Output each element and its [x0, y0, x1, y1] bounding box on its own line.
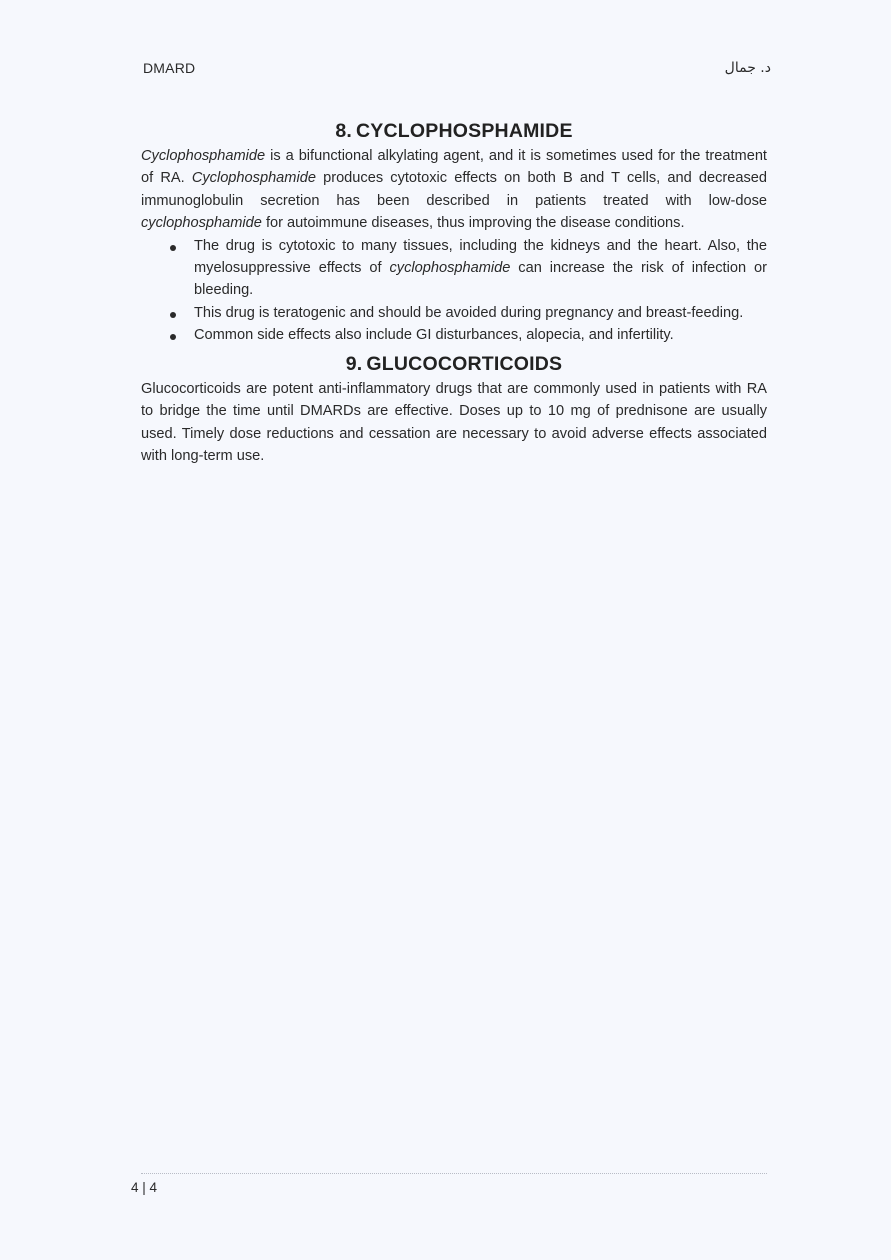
list-item [194, 303, 767, 325]
drug-name-italic: cyclophosphamide [141, 214, 262, 231]
section-9-title: GLUCOCORTICOIDS [366, 353, 563, 376]
drug-name-italic: Cyclophosphamide [141, 148, 266, 164]
footer-divider [141, 1173, 767, 1174]
drug-name-italic: Cyclophosphamide [191, 170, 316, 187]
section-8-bullet-list [141, 236, 767, 347]
paragraph-text: produces cytotoxic effects on both B and T cells, and decreased immunoglobulin secretion has been described in patients treated with low-dose [141, 170, 767, 209]
section-9-heading [141, 350, 767, 378]
header-course-title: DMARD [143, 60, 196, 76]
section-9-paragraph: Glucocorticoids are potent anti-inflammatory drugs that are commonly used in patients with RA to bridge the time until DMARDs are effective. Doses up to 10 mg of prednisone are usually used. Timely dose reductions and cessation are necessary to avoid adverse effects associated with long-term use. [141, 381, 767, 465]
list-item-text: The drug is cytotoxic to many tissues, including the kidneys and the heart. Also, the myelosuppressive effects of [194, 238, 767, 276]
bullet-icon [170, 334, 176, 340]
section-8-number: 8. [335, 120, 353, 142]
page-content [141, 117, 767, 467]
list-item-text: Common side effects also include GI disturbances, alopecia, and infertility. [194, 327, 674, 344]
page-number: 4 | 4 [131, 1180, 158, 1195]
paragraph-text: is a bifunctional alkylating agent, and it is sometimes used for the treatment of RA. [141, 148, 767, 187]
section-9-number: 9. [345, 353, 363, 376]
list-item-text: This drug is teratogenic and should be avoided during pregnancy and breast-feeding. [194, 304, 744, 321]
bullet-icon [170, 312, 176, 318]
section-8-heading [141, 117, 767, 145]
list-item-text: can increase the risk of infection or bleeding. [194, 259, 767, 298]
list-item [194, 325, 767, 347]
section-8-title: CYCLOPHOSPHAMIDE [356, 120, 573, 142]
section-8-paragraph [141, 145, 767, 234]
header-author: د. جمال [724, 60, 771, 76]
bullet-icon [170, 245, 176, 251]
paragraph-text: for autoimmune diseases, thus improving the disease conditions. [261, 214, 685, 231]
drug-name-italic: cyclophosphamide [389, 259, 511, 276]
list-item [194, 236, 767, 301]
